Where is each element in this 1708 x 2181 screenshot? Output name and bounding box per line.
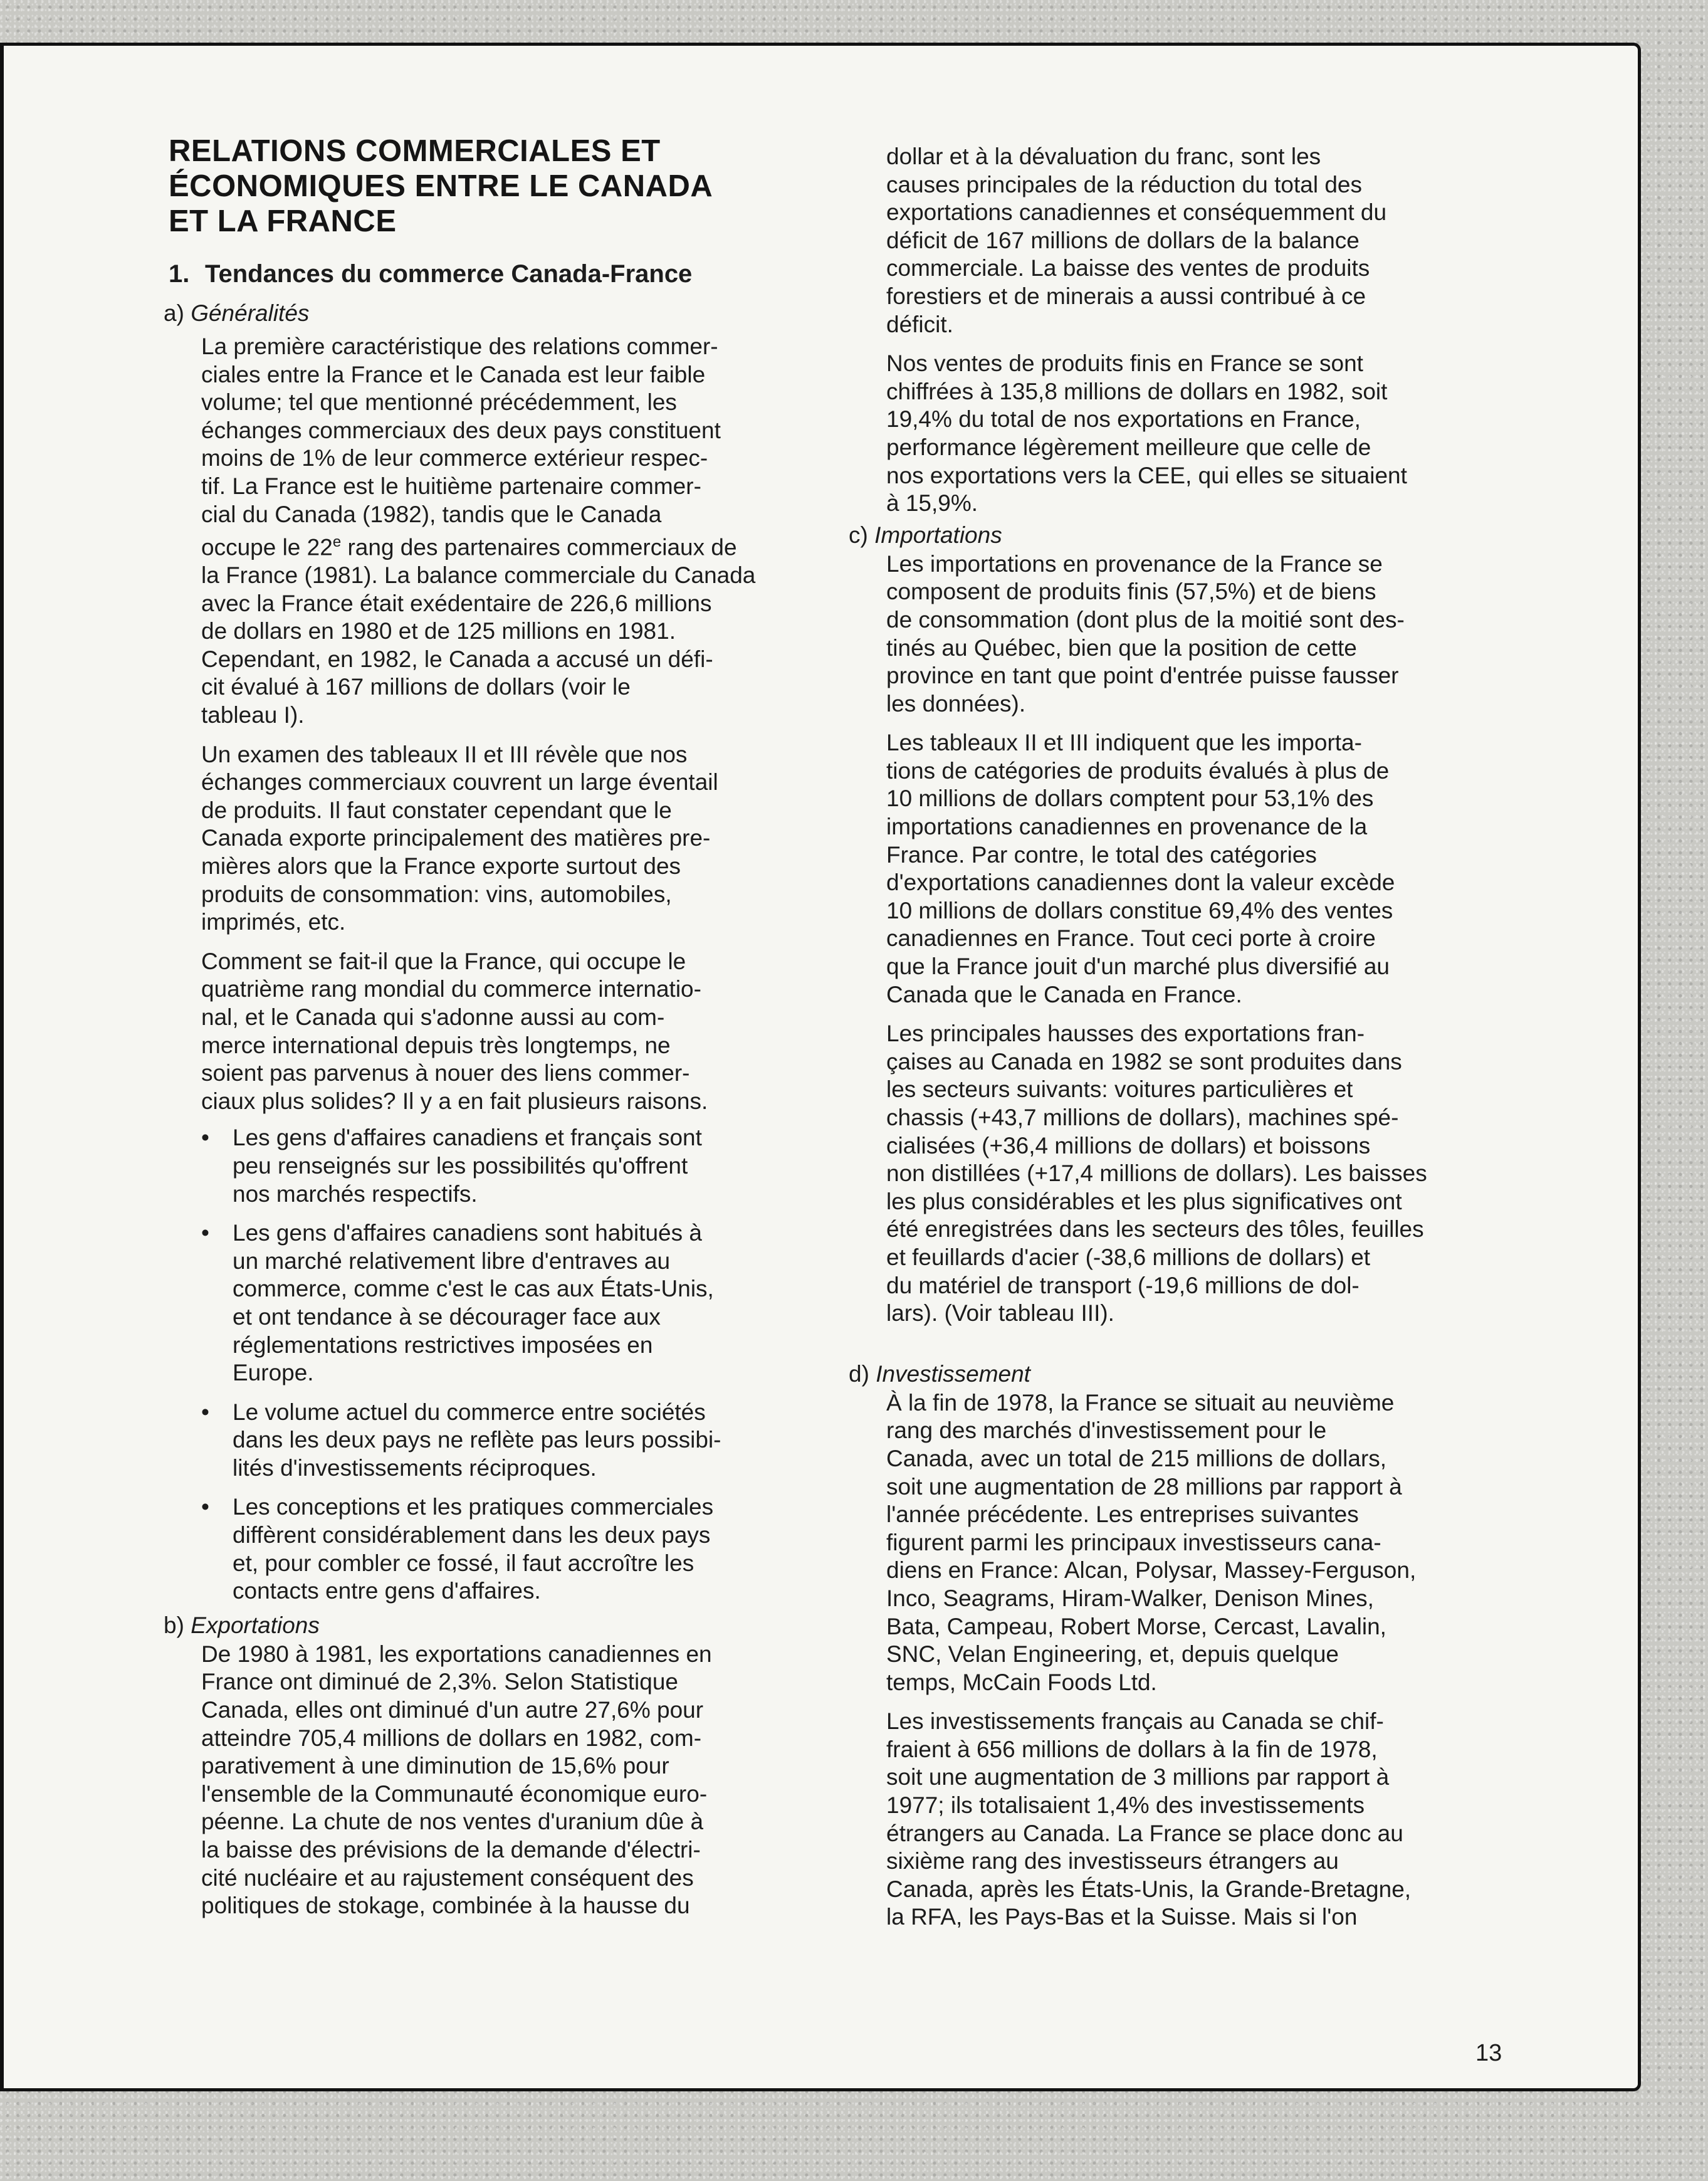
text-line: Les gens d'affaires canadiens et français sont (233, 1125, 702, 1151)
text-line: moins de 1% de leur commerce extérieur respec- (201, 445, 708, 471)
text-line: Canada que le Canada en France. (886, 981, 1242, 1007)
text-line: politiques de stokage, combinée à la hausse du (201, 1893, 690, 1919)
subhead-letter: b) (164, 1612, 184, 1638)
paragraph-importations-3 (849, 1020, 1501, 1328)
section-number: 1. (169, 260, 190, 288)
reasons-list (164, 1124, 815, 1606)
text-line: échanges commerciaux des deux pays constituent (201, 417, 721, 443)
text-line: l'année précédente. Les entreprises suivantes (886, 1501, 1359, 1528)
text-line: Les principales hausses des exportations fran- (886, 1021, 1365, 1047)
text-line: lités d'investissements réciproques. (233, 1454, 597, 1481)
subhead-name: Importations (874, 522, 1002, 548)
text-line: déficit. (886, 311, 953, 337)
text-line: Bata, Campeau, Robert Morse, Cercast, Lavalin, (886, 1613, 1386, 1639)
text-line: Comment se fait-il que la France, qui occupe le (201, 948, 686, 974)
paragraph-generalites-1 (164, 333, 815, 730)
text-line: que la France jouit d'un marché plus diversifié au (886, 954, 1390, 980)
text-line: commerce, comme c'est le cas aux États-Unis, (233, 1276, 714, 1302)
subhead-letter: d) (849, 1360, 869, 1387)
text-line: de dollars en 1980 et de 125 millions en 1981. (201, 618, 676, 644)
left-flow (164, 300, 815, 1920)
text-line: exportations canadiennes et conséquemment du (886, 199, 1387, 226)
text-line: du matériel de transport (-19,6 millions de dol- (886, 1272, 1360, 1298)
text-line: rang des marchés d'investissement pour le (886, 1417, 1327, 1444)
text-line: Les gens d'affaires canadiens sont habitués à (233, 1220, 702, 1246)
text-line: volume; tel que mentionné précédemment, les (201, 389, 677, 416)
text-line: rang des partenaires commerciaux de (341, 534, 737, 560)
list-item (201, 1493, 815, 1605)
text-line: Nos ventes de produits finis en France se sont (886, 350, 1363, 377)
text-line: soit une augmentation de 28 millions par rapport à (886, 1473, 1402, 1500)
text-line: 1977; ils totalisaient 1,4% des investissements (886, 1792, 1365, 1819)
text-line: merce international depuis très longtemps, ne (201, 1032, 671, 1058)
text-line: Cependant, en 1982, le Canada a accusé un défi- (201, 646, 713, 672)
paragraph-investissement-1 (849, 1389, 1501, 1697)
text-line: nal, et le Canada qui s'adonne aussi au com- (201, 1004, 665, 1030)
section-title: Tendances du commerce Canada-France (205, 260, 693, 288)
text-line: diens en France: Alcan, Polysar, Massey-Ferguson, (886, 1557, 1417, 1584)
text-line: Les importations en provenance de la France se (886, 550, 1383, 577)
text-line: France ont diminué de 2,3%. Selon Statistique (201, 1669, 679, 1695)
text-line: canadiennes en France. Tout ceci porte à croire (886, 925, 1376, 952)
text-line: cialisées (+36,4 millions de dollars) et boissons (886, 1132, 1371, 1159)
document-page (0, 43, 1641, 2091)
text-line: diffèrent considérablement dans les deux pays (233, 1522, 711, 1548)
text-line: quatrième rang mondial du commerce internatio- (201, 976, 701, 1002)
text-line: péenne. La chute de nos ventes d'uranium dûe à (201, 1809, 704, 1835)
text-line: l'ensemble de la Communauté économique euro- (201, 1780, 708, 1807)
text-line: De 1980 à 1981, les exportations canadiennes en (201, 1641, 712, 1667)
text-line: Canada exporte principalement des matières pre- (201, 825, 711, 851)
text-line: Les investissements français au Canada se chif- (886, 1708, 1384, 1735)
text-line: 10 millions de dollars comptent pour 53,1% des (886, 786, 1374, 812)
article-title (169, 134, 713, 239)
text-line: chiffrées à 135,8 millions de dollars en 1982, soit (886, 378, 1388, 404)
text-line: atteindre 705,4 millions de dollars en 1982, com- (201, 1725, 702, 1751)
text-line: ciales entre la France et le Canada est leur faible (201, 361, 706, 387)
text-line: Le volume actuel du commerce entre sociétés (233, 1399, 706, 1425)
text-line: parativement à une diminution de 15,6% pour (201, 1753, 669, 1779)
text-line: contacts entre gens d'affaires. (233, 1578, 541, 1604)
text-line: figurent parmi les principaux investisseurs cana- (886, 1529, 1381, 1555)
subhead-letter: a) (164, 300, 184, 326)
list-item (201, 1399, 815, 1483)
text-line: dans les deux pays ne reflète pas leurs possibi- (233, 1427, 721, 1453)
subhead-name: Exportations (191, 1612, 320, 1638)
text-line: Un examen des tableaux II et III révèle que nos (201, 741, 688, 767)
text-line: 10 millions de dollars constitue 69,4% des ventes (886, 897, 1393, 923)
text-line: peu renseignés sur les possibilités qu'offrent (233, 1152, 688, 1179)
text-line: nos marchés respectifs. (233, 1180, 478, 1207)
text-line: été enregistrées dans les secteurs des tôles, feuilles (886, 1216, 1424, 1243)
title-line: ÉCONOMIQUES ENTRE LE CANADA (169, 169, 713, 203)
text-line: les plus considérables et les plus significatives ont (886, 1188, 1402, 1214)
text-line: et, pour combler ce fossé, il faut accroître les (233, 1550, 694, 1576)
text-line: les secteurs suivants: voitures particulières et (886, 1076, 1353, 1103)
text-line: tions de catégories de produits évalués à plus de (886, 757, 1390, 784)
subhead-exportations (164, 1612, 815, 1639)
text-line: À la fin de 1978, la France se situait au neuvième (886, 1389, 1395, 1416)
text-line: performance légèrement meilleure que celle de (886, 434, 1371, 460)
page-number: 13 (1475, 2040, 1502, 2066)
text-line: tableau I). (201, 702, 305, 728)
text-line: chassis (+43,7 millions de dollars), machines spé- (886, 1105, 1399, 1130)
paragraph-importations-2 (849, 729, 1501, 1009)
text-line: La première caractéristique des relations commer- (201, 334, 718, 359)
subhead-importations (849, 522, 1501, 549)
text-line: tif. La France est le huitième partenaire commer- (201, 473, 701, 499)
text-line: lars). (Voir tableau III). (886, 1300, 1114, 1327)
paragraph-exportations-1 (164, 1641, 815, 1920)
text-line: commerciale. La baisse des ventes de produits (886, 255, 1370, 281)
text-line: soient pas parvenus à nouer des liens commer- (201, 1060, 690, 1086)
text-line: échanges commerciaux couvrent un large éventail (201, 769, 718, 796)
text-line: la France (1981). La balance commerciale du Canada (201, 562, 756, 589)
text-line: mières alors que la France exporte surtout des (201, 853, 681, 880)
text-line: importations canadiennes en provenance de la (886, 814, 1368, 840)
text-line: Inco, Seagrams, Hiram-Walker, Denison Mines, (886, 1585, 1374, 1611)
text-line: étrangers au Canada. La France se place donc au (886, 1820, 1403, 1846)
text-line: réglementations restrictives imposées en (233, 1332, 653, 1358)
text-line: produits de consommation: vins, automobiles, (201, 881, 672, 907)
section-heading (169, 259, 692, 289)
text-line: d'exportations canadiennes dont la valeur excède (886, 870, 1395, 896)
paragraph-generalites-2 (164, 741, 815, 937)
text-line: ciaux plus solides? Il y a en fait plusieurs raisons. (201, 1088, 708, 1114)
subhead-investissement (849, 1360, 1501, 1388)
text-line: fraient à 656 millions de dollars à la fin de 1978, (886, 1736, 1378, 1762)
text-line: causes principales de la réduction du total des (886, 171, 1362, 197)
text-line: soit une augmentation de 3 millions par rapport à (886, 1764, 1390, 1790)
text-line: la baisse des prévisions de la demande d'électri- (201, 1837, 701, 1863)
right-flow (849, 143, 1501, 1931)
subhead-name: Généralités (191, 300, 310, 326)
text-line: SNC, Velan Engineering, et, depuis quelque (886, 1641, 1339, 1668)
subhead-generalites (164, 300, 815, 327)
text-line: Les tableaux II et III indiquent que les importa- (886, 730, 1362, 756)
text-line: et feuillards d'acier (-38,6 millions de dollars) et (886, 1244, 1371, 1270)
text-line: Canada, après les États-Unis, la Grande-Bretagne, (886, 1876, 1412, 1902)
text-line: tinés au Québec, bien que la position de cette (886, 634, 1357, 661)
text-line: temps, McCain Foods Ltd. (886, 1669, 1157, 1695)
paragraph-importations-1 (849, 550, 1501, 718)
text-line: composent de produits finis (57,5%) et de biens (886, 579, 1376, 605)
paragraph-exportations-continued (849, 143, 1501, 339)
title-line: RELATIONS COMMERCIALES ET (169, 134, 661, 168)
text-line: occupe le 22 (201, 534, 333, 560)
text-line: Canada, avec un total de 215 millions de dollars, (886, 1445, 1387, 1471)
text-line: dollar et à la dévaluation du franc, sont les (886, 144, 1321, 169)
subhead-letter: c) (849, 522, 868, 548)
text-line: la RFA, les Pays-Bas et la Suisse. Mais si l'on (886, 1904, 1358, 1930)
text-line: de consommation (dont plus de la moitié sont des- (886, 606, 1405, 633)
superscript: e (332, 533, 342, 551)
text-line: les données). (886, 690, 1026, 717)
paragraph-investissement-2 (849, 1708, 1501, 1931)
text-line: avec la France était exédentaire de 226,6 millions (201, 590, 712, 616)
list-item (201, 1124, 815, 1208)
text-line: cité nucléaire et au rajustement conséquent des (201, 1864, 694, 1891)
text-line: imprimés, etc. (201, 909, 346, 935)
text-line: non distillées (+17,4 millions de dollars). Les baisses (886, 1160, 1427, 1187)
text-line: un marché relativement libre d'entraves au (233, 1248, 671, 1274)
text-line: Les conceptions et les pratiques commerciales (233, 1494, 714, 1520)
text-line: cial du Canada (1982), tandis que le Canada (201, 501, 662, 527)
text-line: et ont tendance à se décourager face aux (233, 1303, 661, 1330)
text-line: çaises au Canada en 1982 se sont produites dans (886, 1048, 1402, 1075)
paragraph-generalites-3 (164, 948, 815, 1116)
text-line: 19,4% du total de nos exportations en France, (886, 406, 1361, 433)
text-line: forestiers et de minerais a aussi contribué à ce (886, 283, 1366, 309)
text-line: France. Par contre, le total des catégories (886, 841, 1317, 868)
text-line: Canada, elles ont diminué d'un autre 27,6% pour (201, 1697, 704, 1723)
text-line: province en tant que point d'entrée puisse fausser (886, 663, 1399, 689)
text-line: nos exportations vers la CEE, qui elles se situaient (886, 462, 1407, 488)
paragraph-exportations-2 (849, 350, 1501, 518)
text-line: à 15,9%. (886, 490, 978, 517)
text-line: de produits. Il faut constater cependant que le (201, 797, 672, 823)
text-line: sixième rang des investisseurs étrangers au (886, 1848, 1339, 1874)
list-item (201, 1219, 815, 1387)
text-line: cit évalué à 167 millions de dollars (voir le (201, 674, 631, 700)
subhead-name: Investissement (876, 1360, 1030, 1387)
text-line: Europe. (233, 1360, 314, 1386)
title-line: ET LA FRANCE (169, 204, 397, 238)
text-line: déficit de 167 millions de dollars de la balance (886, 227, 1360, 253)
